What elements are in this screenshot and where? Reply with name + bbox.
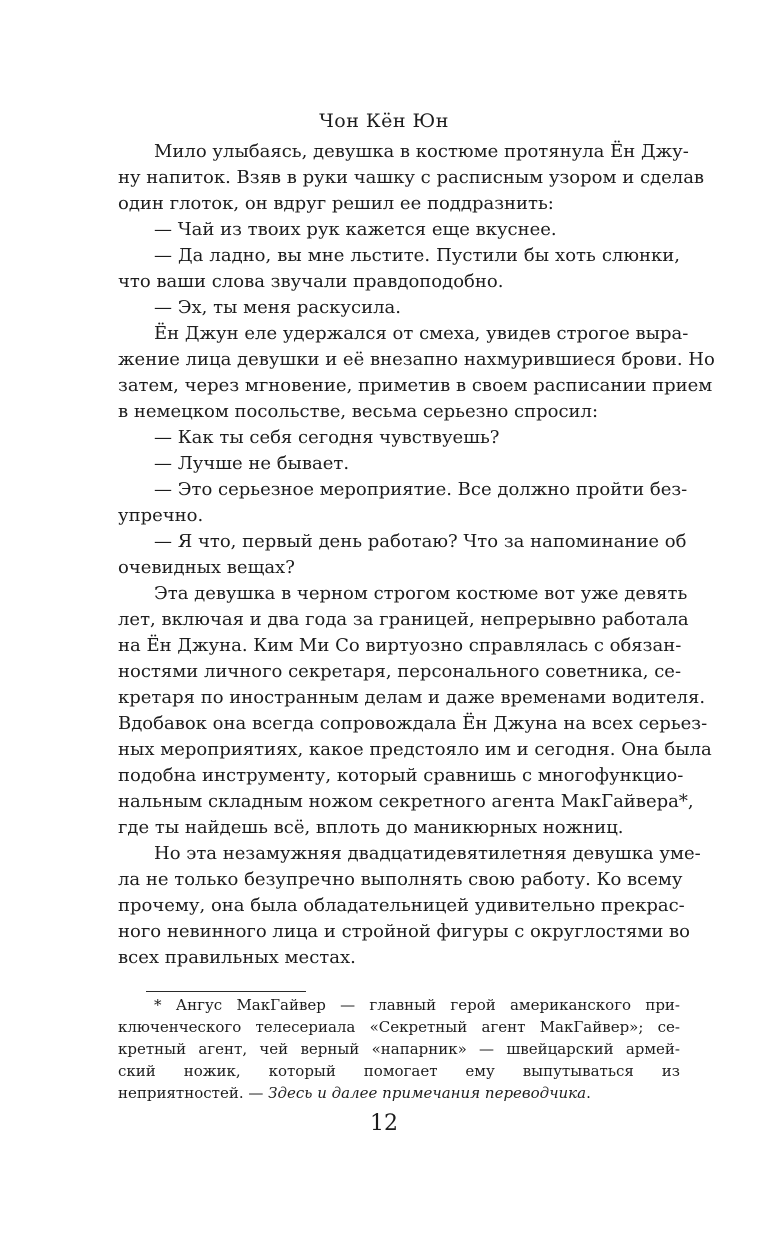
text-line: прочему, она была обладательницей удивительно прекрас-: [118, 895, 685, 916]
text-line: — Я что, первый день работаю? Что за напоминание об: [154, 531, 687, 552]
footnote-last-end: .: [586, 1084, 591, 1102]
page-number: 12: [370, 1111, 398, 1136]
text-line: — Лучше не бывает.: [154, 453, 350, 474]
text-line: — Эх, ты меня раскусила.: [154, 297, 401, 318]
text-line: Ён Джун еле удержался от смеха, увидев строгое выра-: [154, 323, 689, 344]
text-line: лет, включая и два года за границей, непрерывно работала: [118, 609, 689, 630]
footnote-line: кретный агент, чей верный «напарник» — швейцарский армей-: [118, 1040, 680, 1058]
footnote-line: ключенческого телесериала «Секретный агент МакГайвер»; се-: [118, 1018, 680, 1036]
text-line: ного невинного лица и стройной фигуры с округлостями во: [118, 921, 691, 942]
text-line: подобна инструменту, который сравнишь с многофункцио-: [118, 765, 684, 786]
text-line: жение лица девушки и её внезапно нахмурившиеся брови. Но: [118, 349, 715, 370]
text-line: затем, через мгновение, приметив в своем расписании прием: [118, 375, 713, 396]
text-line: упречно.: [118, 505, 204, 526]
footnote-separator: [146, 991, 306, 992]
text-line: ла не только безупречно выполнять свою работу. Ко всему: [118, 869, 683, 890]
text-line: ностями личного секретаря, персонального советника, се-: [118, 661, 682, 682]
footnote: [118, 994, 680, 1104]
footnote-last-plain: неприятностей. —: [118, 1084, 269, 1102]
main-text: [118, 139, 715, 971]
footnote-lines: [118, 994, 680, 1082]
text-line: Но эта незамужняя двадцатидевятилетняя девушка уме-: [154, 843, 701, 864]
text-line: очевидных вещах?: [118, 557, 295, 578]
text-line: ных мероприятиях, какое предстояло им и сегодня. Она была: [118, 739, 712, 760]
text-line: Эта девушка в черном строгом костюме вот уже девять: [154, 583, 688, 604]
footnote-line: * Ангус МакГайвер — главный герой американского при-: [154, 996, 680, 1014]
text-line: на Ён Джуна. Ким Ми Со виртуозно справлялась с обязан-: [118, 635, 682, 656]
text-line: Мило улыбаясь, девушка в костюме протянула Ён Джу-: [154, 141, 689, 162]
text-line: кретаря по иностранным делам и даже временами водителя.: [118, 687, 706, 708]
text-line: Вдобавок она всегда сопровождала Ён Джуна на всех серьез-: [118, 713, 708, 734]
text-line: всех правильных местах.: [118, 947, 356, 968]
text-line: ну напиток. Взяв в руки чашку с расписным узором и сделав: [118, 167, 705, 188]
running-header: Чон Кён Юн: [319, 110, 449, 132]
text-line: один глоток, он вдруг решил ее поддразнить:: [118, 193, 554, 214]
text-line: нальным складным ножом секретного агента МакГайвера*,: [118, 791, 694, 812]
text-line: что ваши слова звучали правдоподобно.: [118, 271, 504, 292]
text-line: — Это серьезное мероприятие. Все должно пройти без-: [154, 479, 688, 500]
text-line: — Как ты себя сегодня чувствуешь?: [154, 427, 500, 448]
footnote-last-italic: Здесь и далее примечания переводчика: [268, 1084, 587, 1102]
text-line: в немецком посольстве, весьма серьезно спросил:: [118, 401, 599, 422]
text-line: — Чай из твоих рук кажется еще вкуснее.: [154, 219, 557, 240]
text-line: — Да ладно, вы мне льстите. Пустили бы хоть слюнки,: [154, 245, 680, 266]
footnote-last-line: [118, 1082, 680, 1104]
text-line: где ты найдешь всё, вплоть до маникюрных ножниц.: [118, 817, 624, 838]
footnote-line: ский ножик, который помогает ему выпутываться из: [118, 1062, 680, 1080]
